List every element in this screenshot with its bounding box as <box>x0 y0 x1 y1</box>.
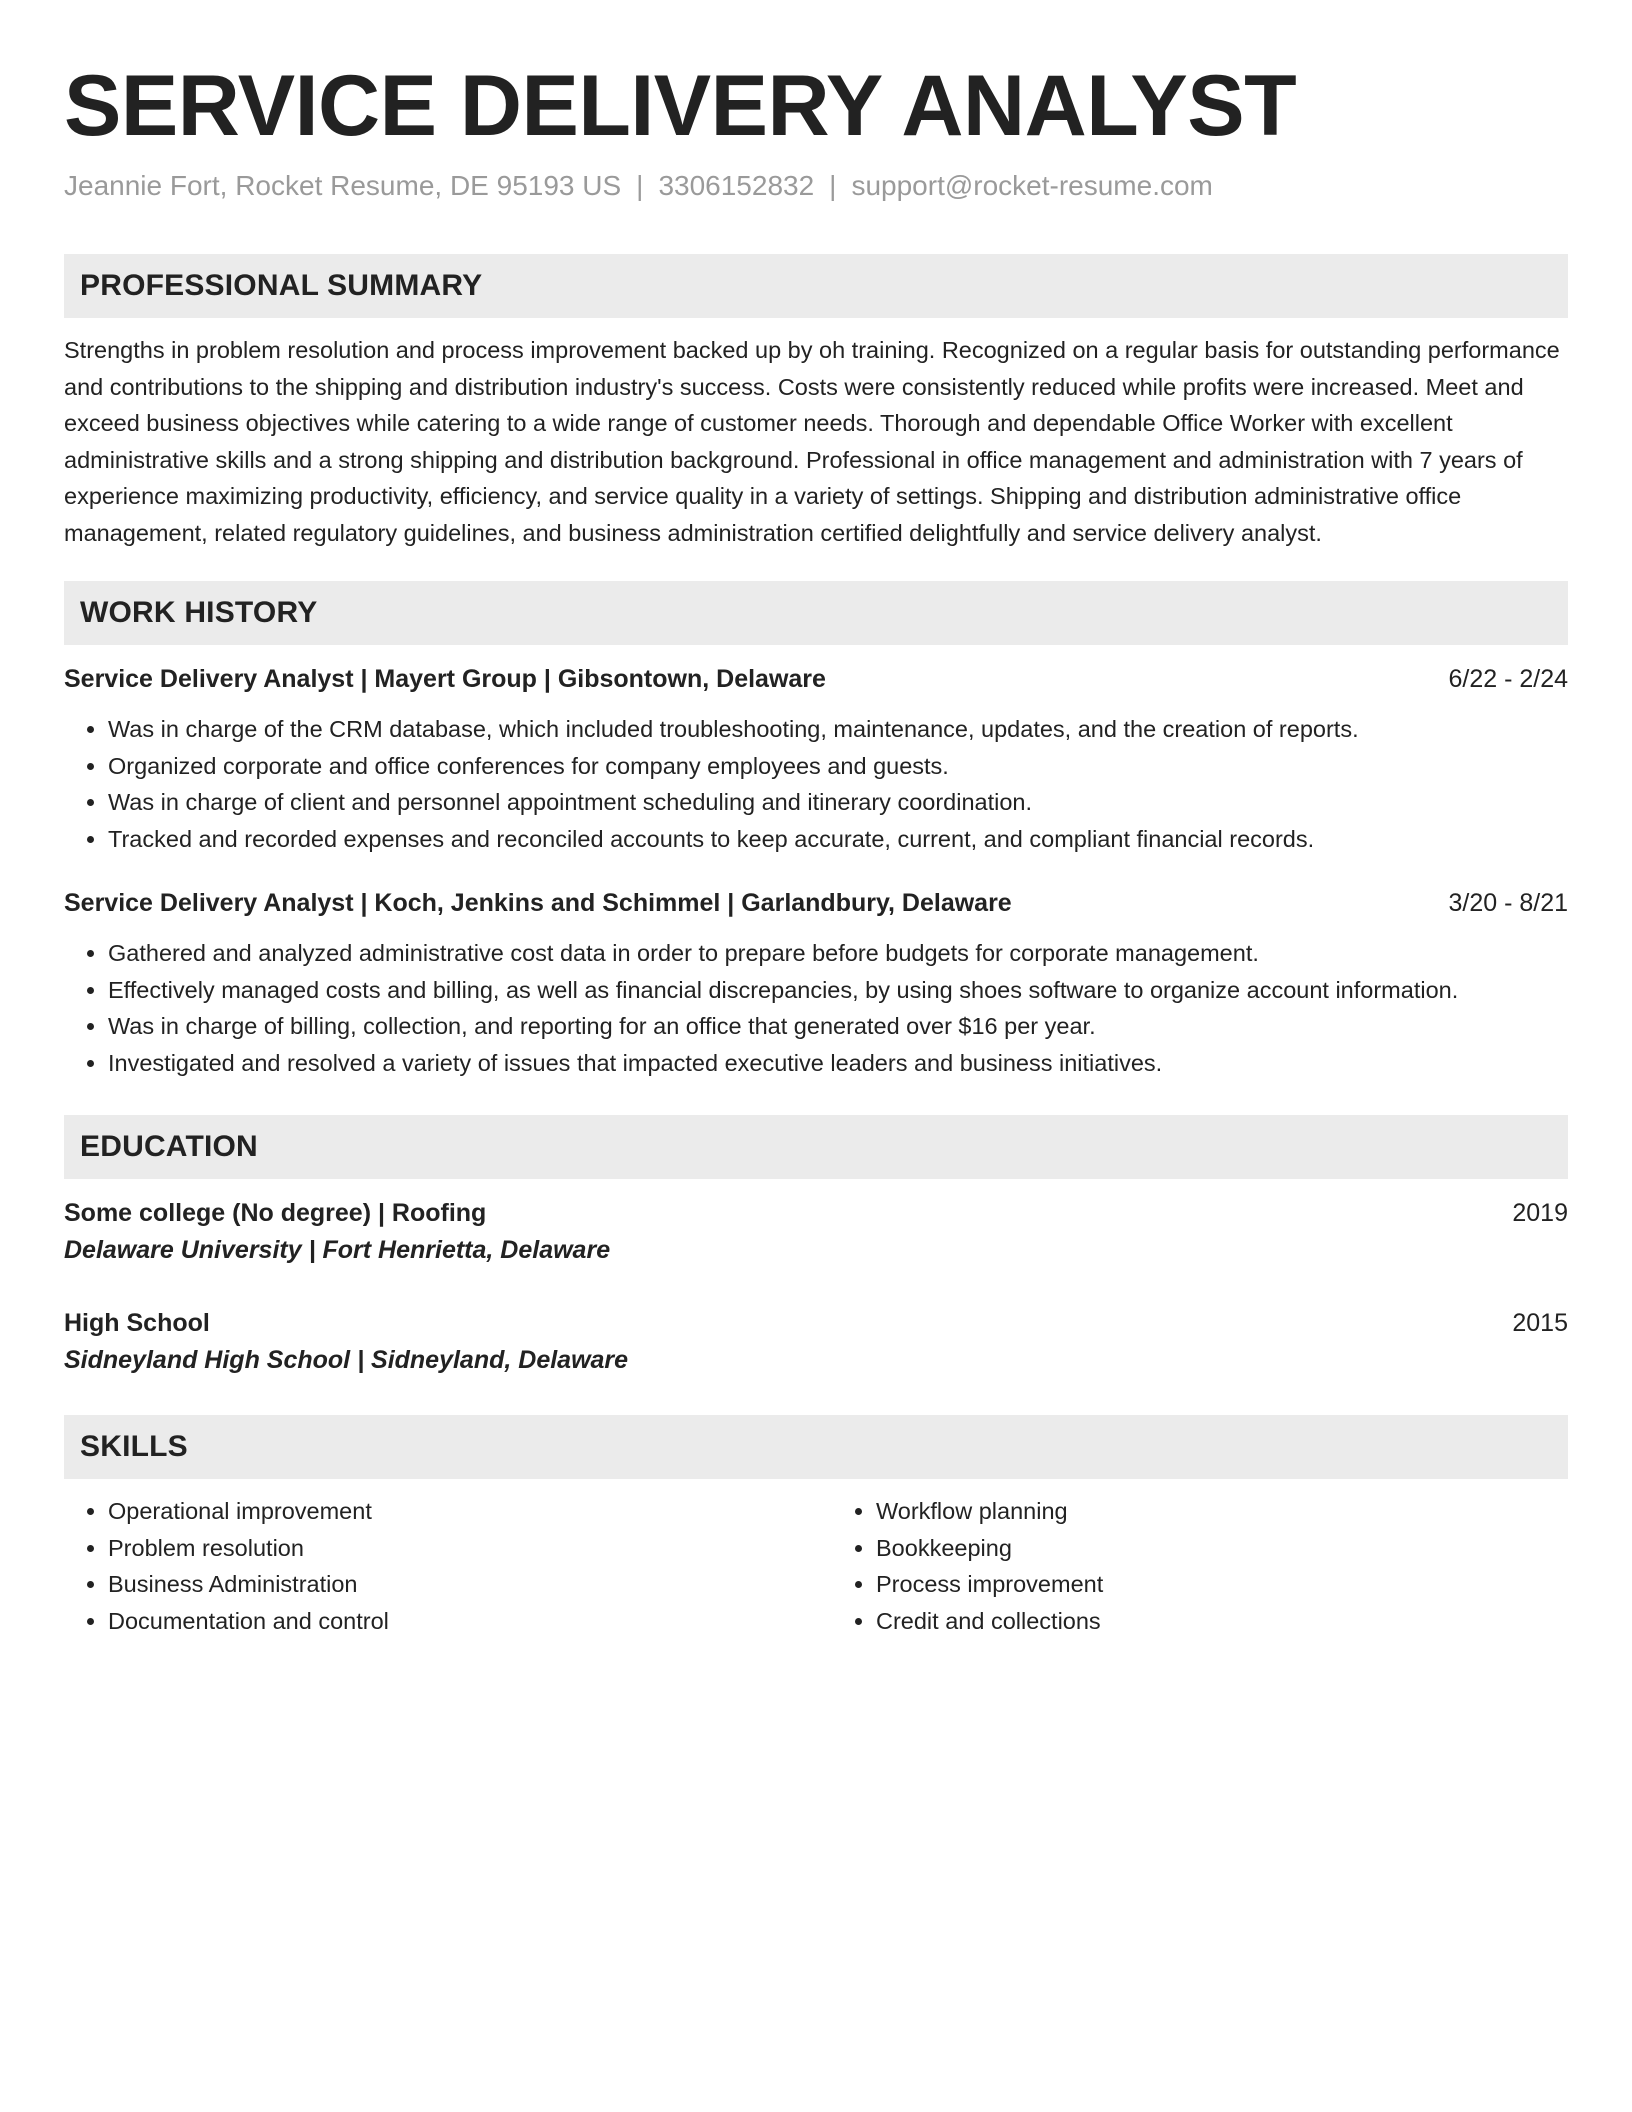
skill-item: • Workflow planning <box>876 1493 1568 1530</box>
job-bullet: • Effectively managed costs and billing, as well as financial discrepancies, by using shoes software to organize account information. <box>108 972 1568 1009</box>
job-bullet: • Tracked and recorded expenses and reconciled accounts to keep accurate, current, and compliant financial records. <box>108 821 1568 858</box>
resume-title: SERVICE DELIVERY ANALYST <box>64 58 1297 154</box>
job-bullets <box>64 711 1568 857</box>
skill-item: • Problem resolution <box>108 1530 816 1567</box>
contact-line <box>64 168 1568 204</box>
job-header <box>64 885 1568 921</box>
contact-address: Jeannie Fort, Rocket Resume, DE 95193 US <box>64 170 622 201</box>
skill-item: • Process improvement <box>876 1566 1568 1603</box>
education-year: 2019 <box>1512 1199 1568 1227</box>
education-school: Delaware University | Fort Henrietta, Delaware <box>64 1236 611 1264</box>
job-bullet: • Investigated and resolved a variety of issues that impacted executive leaders and business initiatives. <box>108 1045 1568 1082</box>
job-entry <box>64 661 1568 857</box>
job-bullet: • Was in charge of the CRM database, which included troubleshooting, maintenance, updates, and the creation of reports. <box>108 711 1568 748</box>
skills-list <box>64 1493 1568 1639</box>
skills-column-right <box>816 1493 1568 1639</box>
job-bullet: • Was in charge of client and personnel appointment scheduling and itinerary coordination. <box>108 784 1568 821</box>
education-header <box>64 1195 1568 1231</box>
skill-item: • Bookkeeping <box>876 1530 1568 1567</box>
education-title: High School <box>64 1309 210 1337</box>
contact-separator: | <box>829 170 837 201</box>
skill-item: • Documentation and control <box>108 1603 816 1640</box>
education-title: Some college (No degree) | Roofing <box>64 1199 487 1227</box>
job-bullet: • Gathered and analyzed administrative cost data in order to prepare before budgets for corporate management. <box>108 935 1568 972</box>
education-school: Sidneyland High School | Sidneyland, Delaware <box>64 1346 629 1374</box>
job-bullets <box>64 935 1568 1081</box>
job-bullet: • Organized corporate and office conferences for company employees and guests. <box>108 748 1568 785</box>
skill-item: • Business Administration <box>108 1566 816 1603</box>
education-entry <box>64 1305 1568 1379</box>
work-history-heading: WORK HISTORY <box>64 581 1568 645</box>
contact-separator: | <box>636 170 644 201</box>
job-title: Service Delivery Analyst | Koch, Jenkins and Schimmel | Garlandbury, Delaware <box>64 889 1012 917</box>
job-title: Service Delivery Analyst | Mayert Group | Gibsontown, Delaware <box>64 665 826 693</box>
contact-phone: 3306152832 <box>658 170 815 201</box>
summary-heading: PROFESSIONAL SUMMARY <box>64 254 1568 318</box>
summary-text: Strengths in problem resolution and process improvement backed up by oh training. Recognized on a regular basis for outstanding performance and contributions to the shipping and distribution industry's success. Costs were consistently reduced while profits were increased. Meet and exceed business objectives while catering to a wide range of customer needs. Thorough and dependable Office Worker with excellent administrative skills and a strong shipping and distribution background. Professional in office management and administration with 7 years of experience maximizing productivity, efficiency, and service quality in a variety of settings. Shipping and distribution administrative office management, related regulatory guidelines, and business administration certified delightfully and service delivery analyst. <box>64 337 1560 546</box>
contact-email: support@rocket-resume.com <box>851 170 1213 201</box>
skill-item: • Credit and collections <box>876 1603 1568 1640</box>
job-dates: 3/20 - 8/21 <box>1448 889 1568 917</box>
education-year: 2015 <box>1512 1309 1568 1337</box>
job-header <box>64 661 1568 697</box>
job-entry <box>64 885 1568 1081</box>
skills-heading: SKILLS <box>64 1415 1568 1479</box>
education-heading: EDUCATION <box>64 1115 1568 1179</box>
education-entry <box>64 1195 1568 1269</box>
job-dates: 6/22 - 2/24 <box>1448 665 1568 693</box>
education-header <box>64 1305 1568 1341</box>
skills-column-left <box>64 1493 816 1639</box>
skill-item: • Operational improvement <box>108 1493 816 1530</box>
job-bullet: • Was in charge of billing, collection, and reporting for an office that generated over $16 per year. <box>108 1008 1568 1045</box>
